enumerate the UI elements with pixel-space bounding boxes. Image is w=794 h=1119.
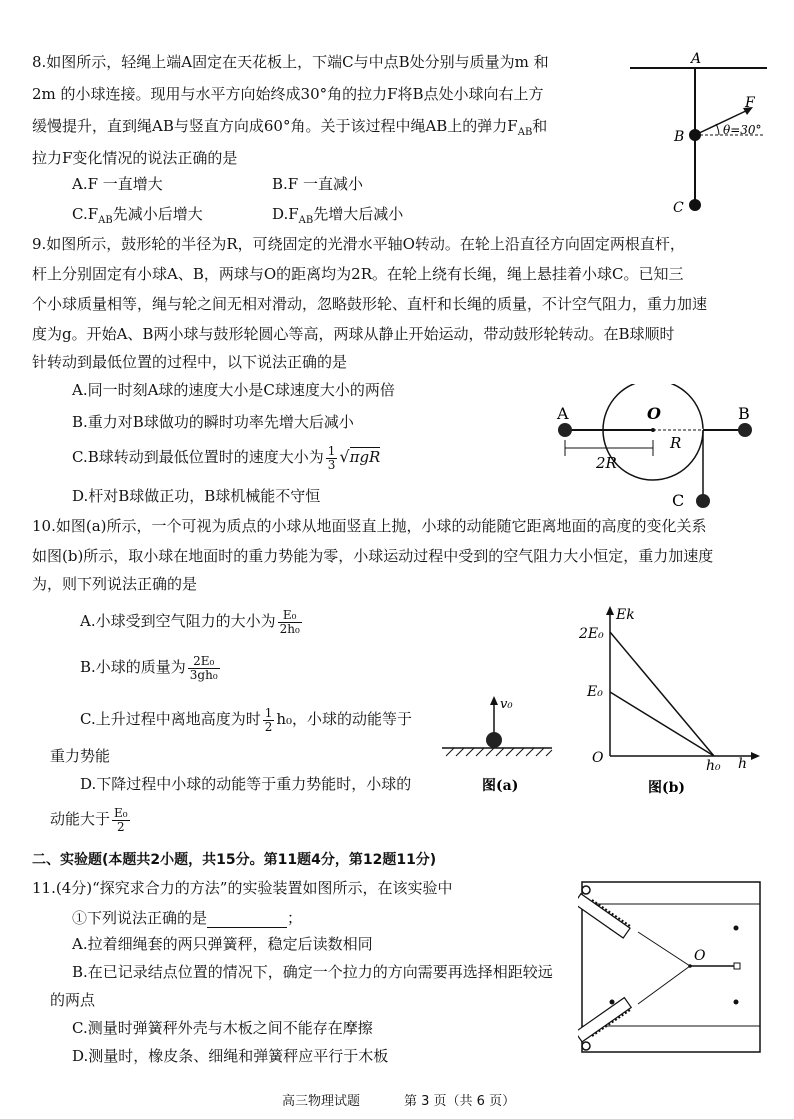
q10-line-3: 为，则下列说法正确的是 <box>32 575 198 593</box>
q8-label-a: A <box>691 51 702 67</box>
q8-line-4: 拉力F变化情况的说法正确的是 <box>32 149 238 167</box>
q10-line-1: 10.如图(a)所示，一个可视为质点的小球从地面竖直上抛，小球的动能随它距离地面的高度的变化关系 <box>32 517 707 535</box>
q8-label-f: F <box>745 95 755 111</box>
q9-option-b: B.重力对B球做功的瞬时功率先增大后减小 <box>72 413 354 431</box>
q11-figure <box>578 878 768 1058</box>
q9-label-b: B <box>738 404 750 423</box>
q9-line-3: 个小球质量相等，绳与轮之间无相对滑动，忽略鼓形轮、直杆和长绳的质量，不计空气阻力，重力加速 <box>32 295 708 313</box>
q9-line-5: 针转动到最低位置的过程中，以下说法正确的是 <box>32 353 348 371</box>
q9-option-d: D.杆对B球做正功，B球机械能不守恒 <box>72 487 321 505</box>
q9-line-1: 9.如图所示，鼓形轮的半径为R，可绕固定的光滑水平轴O转动。在轮上沿直径方向固定两根直杆， <box>32 235 685 253</box>
q9-ball-a <box>558 423 572 437</box>
q10-option-c: C.上升过程中离地高度为时 $\frac{1}{2}$ h₀，小球的动能等于 <box>80 705 413 734</box>
q8-line-1: 8.如图所示，轻绳上端A固定在天花板上，下端C与中点B处分别与质量为m 和 <box>32 53 549 71</box>
q11-sub-question-1: ①下列说法正确的是 ； <box>72 909 303 927</box>
q10-option-d-line-2: 动能大于 $\frac{\text{E₀}}{2}$ <box>50 805 128 834</box>
q8-angle-label: θ=30° <box>723 123 762 137</box>
q8-option-c: $C.F_{AB}$先减小后增大 <box>72 205 203 226</box>
q10-fig-a-caption: 图(a) <box>482 778 519 794</box>
q9-line-2: 杆上分别固定有小球A、B，两球与O的距离均为2R。在轮上绕有长绳，绳上悬挂着小球C。已知三 <box>32 265 684 283</box>
q8-ball-c <box>689 199 701 211</box>
q11-label-o: O <box>694 948 706 964</box>
q11-option-d: D.测量时，橡皮条、细绳和弹簧秤应平行于木板 <box>72 1047 389 1065</box>
q10-figure-b <box>578 604 768 800</box>
q8-line-2: 2m 的小球连接。现用与水平方向始终成30°角的拉力F将B点处小球向右上方 <box>32 85 544 103</box>
q10-option-c-line-2: 重力势能 <box>50 747 111 765</box>
q8-option-a: A.F 一直增大 <box>72 175 163 193</box>
q11-line-1: 11.(4分)“探究求合力的方法”的实验装置如图所示，在该实验中 <box>32 879 453 897</box>
footer-page-number: 第 3 页（共 6 页） <box>404 1094 516 1109</box>
q9-ball-c <box>696 494 710 508</box>
q10-line-rising <box>610 632 714 756</box>
q9-label-a: A <box>557 404 569 423</box>
q8-line-3: 缓慢提升，直到绳AB与竖直方向成60°角。关于该过程中绳AB上的弹力$F_{AB}$和 <box>32 117 548 138</box>
q9-option-a: A.同一时刻A球的速度大小是C球速度大小的两倍 <box>72 381 395 399</box>
q10-option-b: B.小球的质量为 $\frac{\text{2E₀}}{\text{3gh₀}}$ <box>80 653 218 682</box>
q11-option-c: C.测量时弹簧秤外壳与木板之间不能存在摩擦 <box>72 1019 373 1037</box>
q8-label-b: B <box>674 129 685 145</box>
q10-option-a: A.小球受到空气阻力的大小为 $\frac{\text{E₀}}{\text{2h₀}}$ <box>80 607 300 636</box>
q10-line-2: 如图(b)所示，取小球在地面时的重力势能为零，小球运动过程中受到的空气阻力大小恒定，重力加速度 <box>32 547 714 565</box>
q10-option-d: D.下降过程中小球的动能等于重力势能时，小球的 <box>80 775 412 793</box>
q8-figure <box>625 45 775 225</box>
q10-label-origin: O <box>592 750 604 766</box>
q9-figure <box>548 384 768 514</box>
footer-subject: 高三物理试题 <box>282 1094 361 1109</box>
q10-label-e0: E₀ <box>587 684 603 700</box>
q10-label-h0: h₀ <box>706 758 721 774</box>
q9-line-4: 度为g。开始A、B两小球与鼓形轮圆心等高，两球从静止开始运动，带动鼓形轮转动。在B球顺时 <box>32 325 675 343</box>
q9-option-c: C.B球转动到最低位置时的速度大小为 $\frac{1}{3}$ √πgR <box>72 443 381 472</box>
q9-label-r: R <box>670 434 682 452</box>
q11-option-b: B.在已记录结点位置的情况下，确定一个拉力的方向需要再选择相距较远 <box>72 963 553 981</box>
q11-option-b-line-2: 的两点 <box>50 991 96 1009</box>
q11-answer-blank <box>207 913 287 928</box>
q8-option-d: $D.F_{AB}$先增大后减小 <box>272 205 404 226</box>
q10-line-falling <box>610 692 714 756</box>
q10-ball <box>486 732 502 748</box>
q8-option-b: B.F 一直减小 <box>272 175 363 193</box>
q10-fig-b-caption: 图(b) <box>648 780 686 796</box>
section-2-title: 二、实验题(本题共2小题，共15分。第11题4分，第12题11分) <box>32 852 437 868</box>
q10-figure-a <box>432 690 562 800</box>
q8-label-c: C <box>673 200 684 216</box>
q10-label-v0: v₀ <box>500 697 513 712</box>
q9-label-2r: 2R <box>596 454 617 472</box>
q10-label-ek: Ek <box>616 607 635 623</box>
q9-ball-b <box>738 423 752 437</box>
q10-label-h: h <box>738 756 748 772</box>
q9-label-c: C <box>672 491 685 510</box>
q10-label-2e0: 2E₀ <box>579 626 604 642</box>
q9-label-o: O <box>647 404 661 423</box>
q11-option-a: A.拉着细绳套的两只弹簧秤，稳定后读数相同 <box>72 935 373 953</box>
